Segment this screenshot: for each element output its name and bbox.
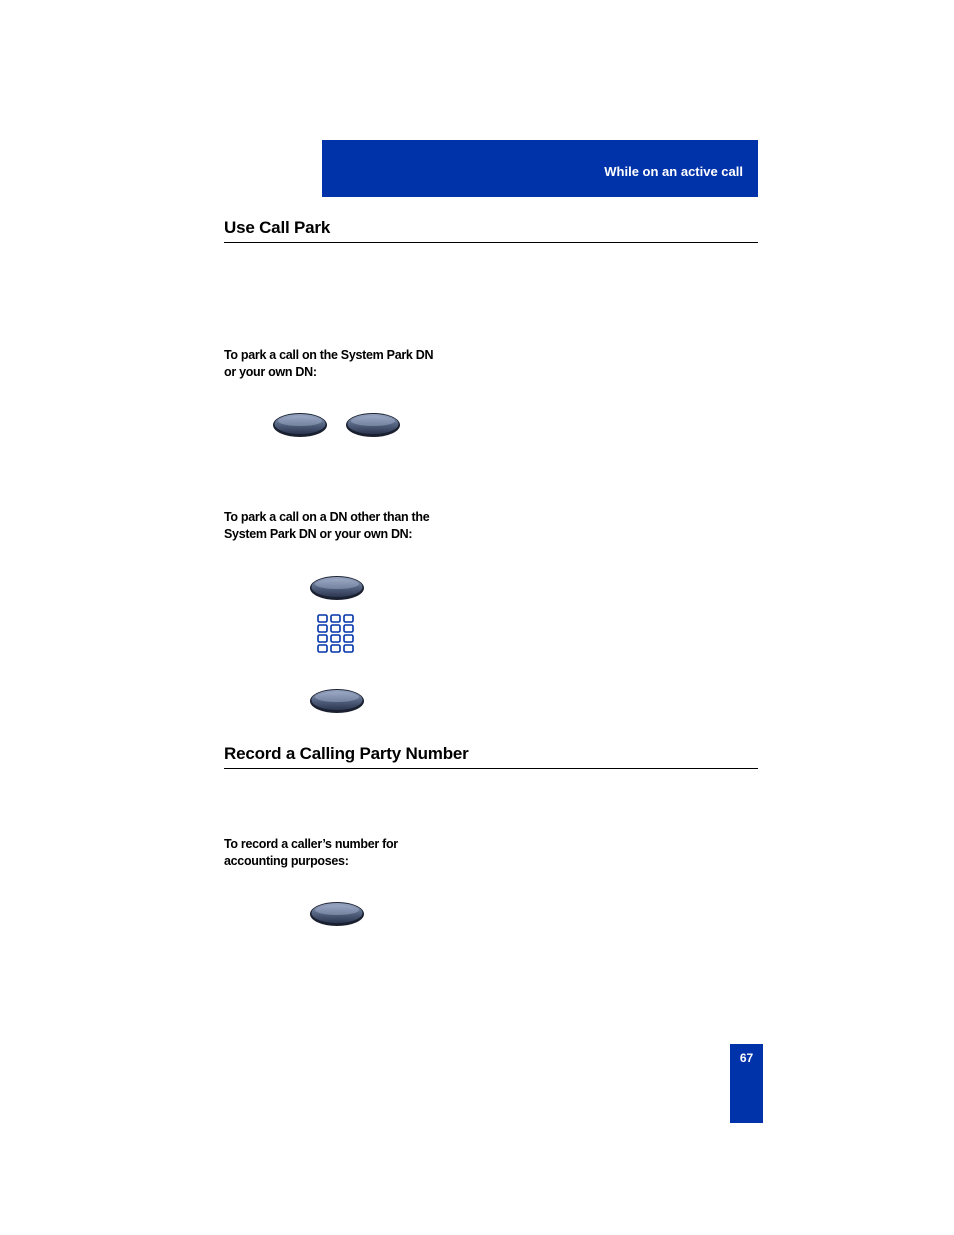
section-header-label: While on an active call — [604, 164, 743, 179]
section-header-band — [322, 140, 758, 197]
oval-key-icon[interactable] — [309, 901, 365, 927]
oval-key-icon[interactable] — [309, 575, 365, 601]
section-title-record-calling-party: Record a Calling Party Number — [224, 744, 758, 769]
instruction-record-caller: To record a caller’s number for accounting purposes: — [224, 837, 398, 868]
page-number: 67 — [739, 1051, 754, 1065]
oval-key-icon[interactable] — [272, 412, 328, 438]
instruction-park-system-dn: To park a call on the System Park DN or your own DN: — [224, 348, 434, 379]
page-number-tab — [730, 1044, 763, 1123]
oval-key-icon[interactable] — [309, 688, 365, 714]
oval-key-icon[interactable] — [345, 412, 401, 438]
section-title-use-call-park: Use Call Park — [224, 218, 758, 243]
instruction-park-other-dn: To park a call on a DN other than the System Park DN or your own DN: — [224, 510, 430, 541]
dialpad-icon[interactable] — [316, 614, 356, 654]
